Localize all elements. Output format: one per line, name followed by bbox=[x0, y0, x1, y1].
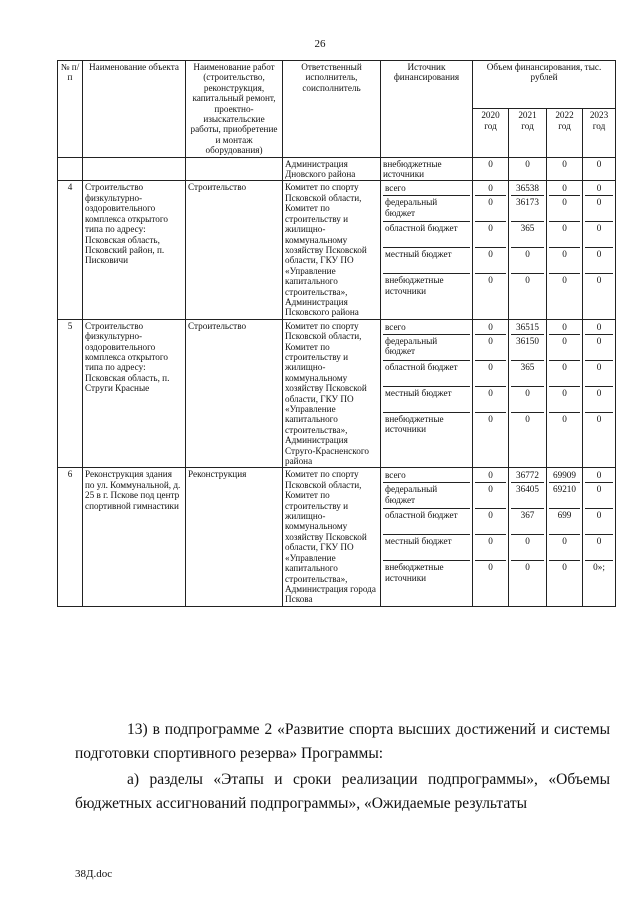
source-name: всего bbox=[383, 182, 470, 196]
object-name: Строительство физкультурно-оздоровительного комплекса открытого типа по адресу: Псковская область, п. Струги Красные bbox=[83, 319, 186, 468]
header-row bbox=[58, 61, 616, 109]
amount-cell: 0 bbox=[475, 535, 506, 561]
amount-cell: 69909 bbox=[549, 469, 580, 483]
amount-cell: 0 bbox=[475, 387, 506, 413]
amount-cell: 0 bbox=[585, 469, 613, 483]
source-list bbox=[381, 319, 473, 468]
amount-cell: 0 bbox=[475, 361, 506, 387]
amount-cell: 0 bbox=[585, 196, 613, 222]
source-name: областной бюджет bbox=[383, 361, 470, 387]
amount-cell: 0 bbox=[525, 562, 530, 573]
amount-cell: 36150 bbox=[511, 335, 544, 361]
source-name: областной бюджет bbox=[383, 509, 470, 535]
year-values bbox=[473, 468, 509, 606]
executor: Комитет по спорту Псковской области, Комитет по строительству и жилищно-коммунальному хозяйству Псковской области, ГКУ ПО «Управление капитального строительства», Администрация Струго-Красненского района bbox=[283, 319, 381, 468]
year-values bbox=[547, 181, 583, 319]
amount-cell: 0 bbox=[511, 535, 544, 561]
amount-cell: 0 bbox=[511, 248, 544, 274]
amount-cell: 367 bbox=[511, 509, 544, 535]
year-values bbox=[509, 468, 547, 606]
amount-cell: 0 bbox=[585, 222, 613, 248]
year-values bbox=[473, 319, 509, 468]
amount-cell: 0 bbox=[511, 387, 544, 413]
amount-cell: 0 bbox=[549, 222, 580, 248]
amount-cell: 36173 bbox=[511, 196, 544, 222]
page-number: 26 bbox=[314, 38, 326, 50]
amount-cell: 0 bbox=[475, 222, 506, 248]
header-source: Источник финансирования bbox=[381, 61, 473, 158]
works-type: Реконструкция bbox=[186, 468, 283, 606]
object-name: Реконструкция здания по ул. Коммунальной, д. 25 в г. Пскове под центр спортивной гимнастики bbox=[83, 468, 186, 606]
amount-cell: 0 bbox=[585, 335, 613, 361]
carry-value-2022: 0 bbox=[547, 157, 583, 181]
amount-cell: 0 bbox=[585, 387, 613, 413]
source-name: внебюджетные источники bbox=[385, 562, 444, 583]
year-values bbox=[509, 319, 547, 468]
carry-over-row bbox=[58, 157, 616, 181]
amount-cell: 36405 bbox=[511, 483, 544, 509]
amount-cell: 0 bbox=[585, 535, 613, 561]
amount-cell: 0 bbox=[585, 248, 613, 274]
row-num: 4 bbox=[58, 181, 83, 319]
source-name: федеральный бюджет bbox=[383, 335, 470, 361]
source-name: всего bbox=[383, 321, 470, 335]
amount-cell: 0 bbox=[549, 321, 580, 335]
amount-cell: 0 bbox=[475, 335, 506, 361]
year-values bbox=[509, 181, 547, 319]
source-name: областной бюджет bbox=[383, 222, 470, 248]
amount-cell: 0 bbox=[596, 275, 602, 286]
amount-cell: 365 bbox=[511, 361, 544, 387]
carry-value-2021: 0 bbox=[509, 157, 547, 181]
executor: Комитет по спорту Псковской области, Комитет по строительству и жилищно-коммунальному хозяйству Псковской области, ГКУ ПО «Управление капитального строительства», Администрация Псковского района bbox=[283, 181, 381, 319]
source-list bbox=[381, 181, 473, 319]
source-name: местный бюджет bbox=[383, 387, 470, 413]
source-name: внебюджетные источники bbox=[385, 275, 444, 296]
row-num: 6 bbox=[58, 468, 83, 606]
object-row bbox=[58, 468, 616, 606]
amount-cell: 0 bbox=[488, 562, 493, 573]
year-values bbox=[547, 319, 583, 468]
amount-cell: 0 bbox=[525, 275, 530, 286]
amount-cell: 0 bbox=[585, 182, 613, 196]
amount-cell: 0 bbox=[488, 275, 493, 286]
header-num: № п/п bbox=[58, 61, 83, 158]
amount-cell: 36515 bbox=[511, 321, 544, 335]
object-name: Строительство физкультурно-оздоровительного комплекса открытого типа по адресу: Псковская область, Псковский район, п. Писковичи bbox=[83, 181, 186, 319]
amount-cell: 69210 bbox=[549, 483, 580, 509]
row-num: 5 bbox=[58, 319, 83, 468]
year-values bbox=[583, 181, 616, 319]
source-name: местный бюджет bbox=[383, 248, 470, 274]
amount-cell: 0 bbox=[549, 335, 580, 361]
amount-cell: 0 bbox=[475, 248, 506, 274]
source-name: местный бюджет bbox=[383, 535, 470, 561]
header-volume: Объем финансирования, тыс. рублей bbox=[473, 61, 616, 109]
amount-cell: 36772 bbox=[511, 469, 544, 483]
amount-cell: 0 bbox=[475, 196, 506, 222]
header-executor: Ответственный исполнитель, соисполнитель bbox=[283, 61, 381, 158]
amount-cell: 0»; bbox=[593, 562, 605, 573]
carry-value-2020: 0 bbox=[473, 157, 509, 181]
amount-cell: 0 bbox=[549, 387, 580, 413]
amount-cell: 0 bbox=[562, 413, 567, 424]
executor: Комитет по спорту Псковской области, Комитет по строительству и жилищно-коммунальному хозяйству Псковской области, ГКУ ПО «Управление капитального строительства», Администрация города Пскова bbox=[283, 468, 381, 606]
amount-cell: 0 bbox=[549, 248, 580, 274]
carry-executor: Администрация Дновского района bbox=[283, 157, 381, 181]
source-name: федеральный бюджет bbox=[383, 196, 470, 222]
amount-cell: 365 bbox=[511, 222, 544, 248]
financing-table bbox=[57, 60, 616, 607]
amount-cell: 0 bbox=[525, 413, 530, 424]
amount-cell: 699 bbox=[549, 509, 580, 535]
works-type: Строительство bbox=[186, 319, 283, 468]
source-name: внебюджетные источники bbox=[385, 413, 444, 435]
amount-cell: 0 bbox=[475, 509, 506, 535]
object-row bbox=[58, 319, 616, 468]
amount-cell: 0 bbox=[585, 509, 613, 535]
amount-cell: 0 bbox=[585, 361, 613, 387]
header-year-2021: 2021 год bbox=[509, 109, 547, 157]
amount-cell: 0 bbox=[475, 483, 506, 509]
amount-cell: 0 bbox=[475, 469, 506, 483]
header-object: Наименование объекта bbox=[83, 61, 186, 158]
object-row bbox=[58, 181, 616, 319]
amount-cell: 0 bbox=[596, 413, 602, 424]
carry-source: внебюджетные источники bbox=[381, 157, 473, 181]
works-type: Строительство bbox=[186, 181, 283, 319]
amount-cell: 0 bbox=[475, 321, 506, 335]
amount-cell: 0 bbox=[475, 182, 506, 196]
amount-cell: 0 bbox=[549, 182, 580, 196]
amount-cell: 0 bbox=[549, 535, 580, 561]
header-year-2022: 2022 год bbox=[547, 109, 583, 157]
amount-cell: 0 bbox=[585, 321, 613, 335]
source-name: федеральный бюджет bbox=[383, 483, 470, 509]
carry-value-2023: 0 bbox=[583, 157, 616, 181]
header-year-2020: 2020 год bbox=[473, 109, 509, 157]
amount-cell: 0 bbox=[562, 562, 567, 573]
year-values bbox=[473, 181, 509, 319]
header-year-2023: 2023 год bbox=[583, 109, 616, 157]
amount-cell: 0 bbox=[562, 275, 567, 286]
year-values bbox=[583, 468, 616, 606]
amount-cell: 0 bbox=[549, 196, 580, 222]
amount-cell: 0 bbox=[549, 361, 580, 387]
year-values bbox=[583, 319, 616, 468]
paragraph-13: 13) в подпрограмме 2 «Развитие спорта высших достижений и системы подготовки спортивного резерва» Программы: bbox=[75, 721, 610, 762]
source-list bbox=[381, 468, 473, 606]
source-name: всего bbox=[383, 469, 470, 483]
header-works: Наименование работ (строительство, реконструкция, капитальный ремонт, проектно-изыскательские работы, приобретение и монтаж оборудования) bbox=[186, 61, 283, 158]
paragraph-a: а) разделы «Этапы и сроки реализации подпрограммы», «Объемы бюджетных ассигнований подпрограммы», «Ожидаемые результаты bbox=[75, 771, 610, 812]
year-values bbox=[547, 468, 583, 606]
amount-cell: 0 bbox=[488, 413, 493, 424]
amount-cell: 0 bbox=[585, 483, 613, 509]
amount-cell: 36538 bbox=[511, 182, 544, 196]
footer-filename: 38Д.doc bbox=[75, 868, 113, 880]
